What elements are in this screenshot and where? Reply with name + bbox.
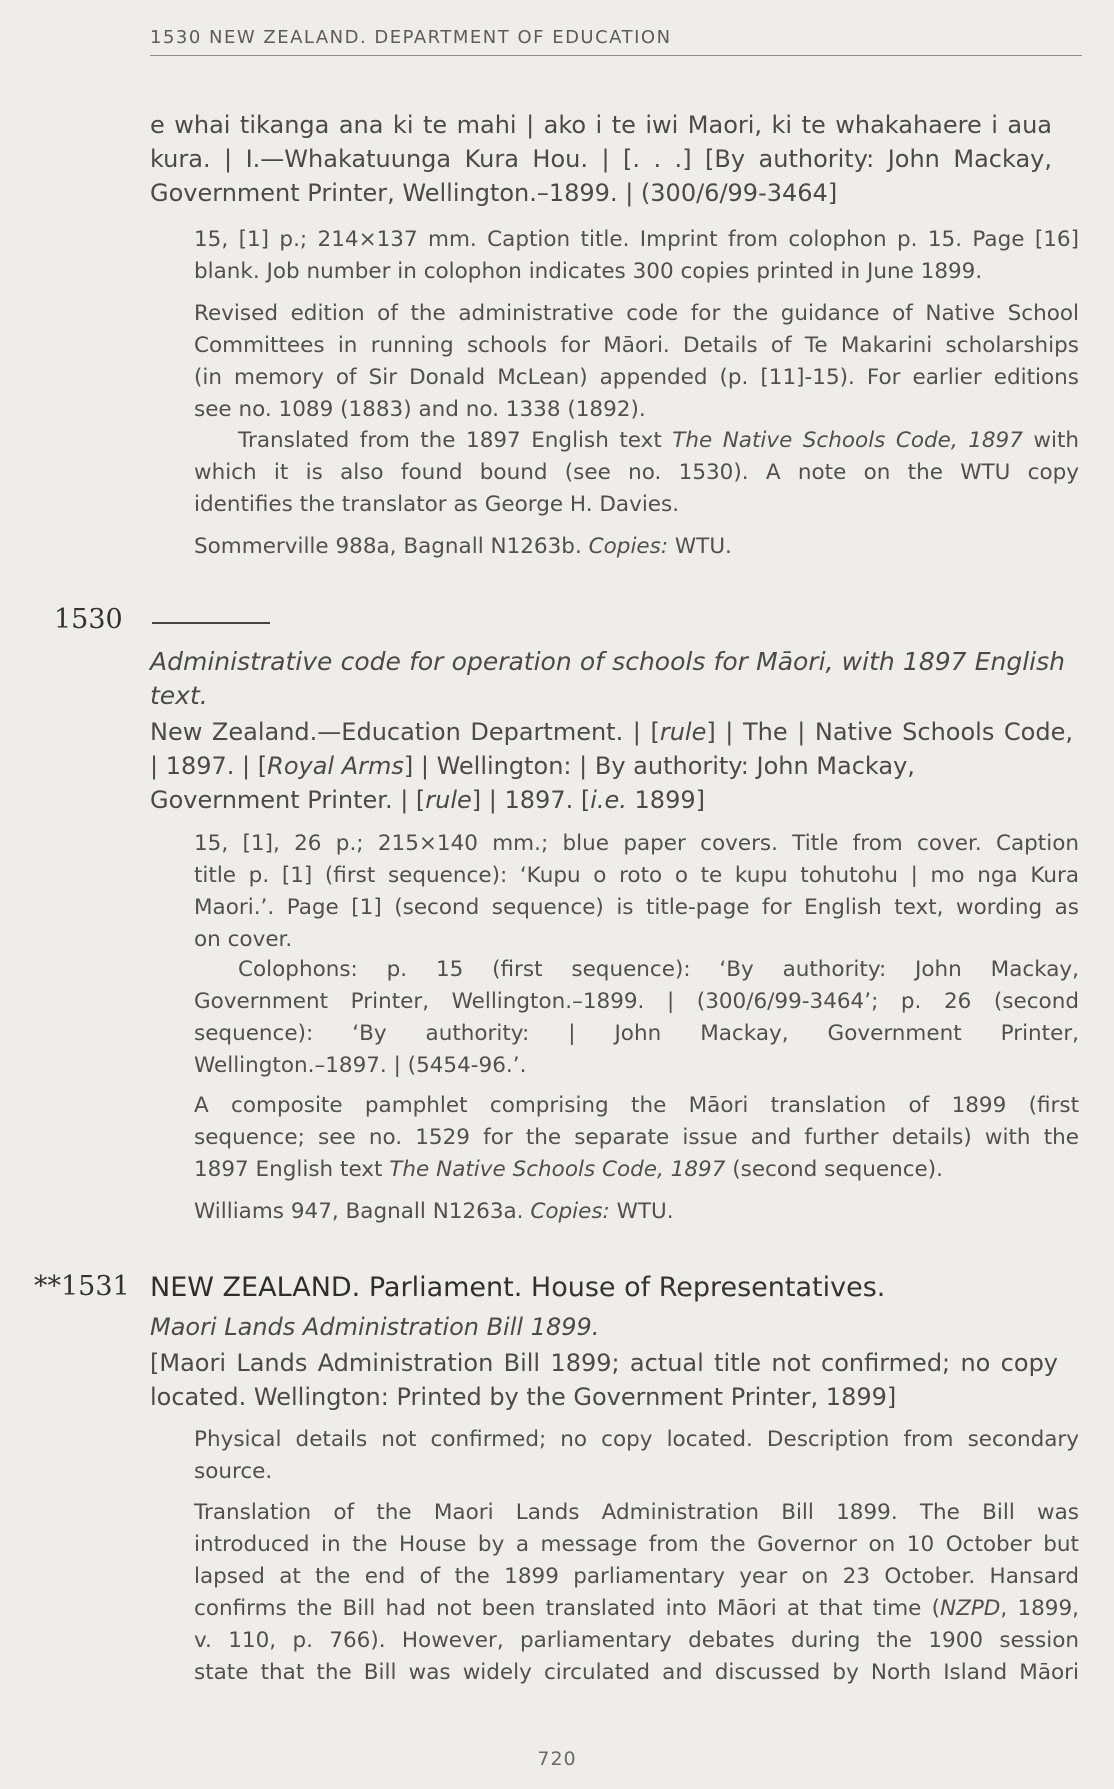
entry-1530-physical-note	[194, 828, 1079, 956]
note-line: identifies the translator as George H. Davies.	[194, 492, 680, 517]
entry-1529-edition-note	[194, 298, 1079, 426]
entry-1530-subtitle	[150, 645, 1065, 713]
note-line: A composite pamphlet comprising the Māori translation of 1899 (first	[194, 1093, 1079, 1118]
note-line: state that the Bill was widely circulated and discussed by North Island Māori	[194, 1660, 1079, 1685]
title-text: | 1897. | [	[150, 752, 268, 780]
subtitle-line: Maori Lands Administration Bill 1899.	[150, 1313, 600, 1341]
entry-1530-references	[194, 1196, 674, 1228]
references-text: Sommerville 988a, Bagnall N1263b.	[194, 534, 589, 559]
entry-1529-title	[150, 108, 1052, 210]
note-line: Translation of the Maori Lands Administration Bill 1899. The Bill was	[194, 1500, 1079, 1525]
heading-text: House of Representatives.	[522, 1272, 886, 1303]
title-text: Government Printer. | [	[150, 786, 426, 814]
running-head: 1530 NEW ZEALAND. DEPARTMENT OF EDUCATION	[150, 27, 1082, 56]
title-line	[150, 715, 1073, 749]
page-number: 720	[537, 1748, 577, 1770]
entry-1530-colophon-note	[194, 954, 1079, 1082]
heading-line	[150, 1270, 885, 1306]
copies-label: Copies:	[588, 534, 669, 559]
title-text: 1899]	[626, 786, 705, 814]
note-text: (second sequence).	[725, 1157, 943, 1182]
title-line: Government Printer, Wellington.–1899. | (300/6/99-3464]	[150, 179, 838, 207]
entry-1529-translation-note	[194, 425, 1079, 521]
note-line: 15, [1], 26 p.; 215×140 mm.; blue paper covers. Title from cover. Caption	[194, 831, 1079, 856]
entry-1530-title	[150, 715, 1073, 817]
note-line: introduced in the House by a message from the Governor on 10 October but	[194, 1532, 1079, 1557]
note-line	[194, 1593, 1079, 1625]
title-line	[150, 749, 1073, 783]
title-italic: rule	[425, 786, 472, 814]
note-line: blank. Job number in colophon indicates 300 copies printed in June 1899.	[194, 259, 983, 284]
title-line	[150, 783, 1073, 817]
title-line: located. Wellington: Printed by the Government Printer, 1899]	[150, 1383, 897, 1411]
note-line: Physical details not confirmed; no copy located. Description from secondary	[194, 1427, 1079, 1452]
note-line: which it is also found bound (see no. 1530). A note on the WTU copy	[194, 460, 1079, 485]
copies-value: WTU.	[609, 1199, 674, 1224]
title-italic: rule	[659, 718, 707, 746]
note-line: lapsed at the end of the 1899 parliamentary year on 23 October. Hansard	[194, 1564, 1079, 1589]
subtitle-line: text.	[150, 681, 208, 710]
references-line	[194, 1196, 674, 1228]
note-line	[194, 1154, 1079, 1186]
title-text: New Zealand.—Education Department. | [	[150, 718, 660, 746]
note-line: Colophons: p. 15 (first sequence): ‘By authority: John Mackay,	[238, 957, 1079, 982]
note-line: source.	[194, 1459, 273, 1484]
copies-value: WTU.	[668, 534, 732, 559]
note-text: 1897 English text	[194, 1157, 390, 1182]
note-line: (in memory of Sir Donald McLean) appended (p. [11]-15). For earlier editions	[194, 365, 1079, 390]
title-italic: i.e.	[590, 786, 627, 814]
note-italic: NZPD	[940, 1596, 1001, 1621]
note-line: v. 110, p. 766). However, parliamentary debates during the 1900 session	[194, 1628, 1079, 1653]
title-text: ] | 1897. [	[471, 786, 591, 814]
note-line	[194, 425, 1079, 457]
note-title-italic: The Native Schools Code, 1897	[672, 428, 1023, 453]
copies-label: Copies:	[530, 1199, 610, 1224]
subtitle-line: Administrative code for operation of schools for Māori, with 1897 English	[150, 647, 1065, 676]
references-text: Williams 947, Bagnall N1263a.	[194, 1199, 531, 1224]
note-text: confirms the Bill had not been translated into Māori at that time (	[194, 1596, 941, 1621]
note-title-italic: The Native Schools Code, 1897	[389, 1157, 726, 1182]
note-line: Revised edition of the administrative code for the guidance of Native School	[194, 301, 1079, 326]
entry-1531-physical-note	[194, 1424, 1079, 1488]
note-line: Maori.’. Page [1] (second sequence) is title-page for English text, wording as	[194, 895, 1079, 920]
entry-1531-subtitle	[150, 1310, 599, 1344]
note-line: Wellington.–1897. | (5454-96.’.	[194, 1053, 527, 1078]
entry-1529-physical-note	[194, 224, 1079, 288]
entry-1531-translation-note	[194, 1497, 1079, 1689]
note-line: sequence): ‘By authority: | John Mackay, Government Printer,	[194, 1021, 1079, 1046]
note-text: with	[1022, 428, 1080, 453]
title-line: e whai tikanga ana ki te mahi | ako i te iwi Maori, ki te whakahaere i aua	[150, 111, 1052, 139]
entry-number: **1531	[34, 1271, 130, 1302]
note-line: see no. 1089 (1883) and no. 1338 (1892).	[194, 397, 646, 422]
title-line: kura. | I.—Whakatuunga Kura Hou. | [. . .] [By authority: John Mackay,	[150, 145, 1052, 173]
title-italic: Royal Arms	[267, 752, 404, 780]
heading-bold: NEW ZEALAND. Parliament.	[150, 1272, 523, 1303]
entry-1531-heading	[150, 1270, 885, 1306]
note-line: title p. [1] (first sequence): ‘Kupu o roto o te kupu tohutohu | mo nga Kura	[194, 863, 1079, 888]
note-line: on cover.	[194, 927, 293, 952]
references-line	[194, 531, 732, 563]
title-text: ] | The | Native Schools Code,	[706, 718, 1073, 746]
entry-1531-title	[150, 1346, 1058, 1414]
note-line: sequence; see no. 1529 for the separate issue and further details) with the	[194, 1125, 1079, 1150]
note-text: , 1899,	[1000, 1596, 1080, 1621]
note-text: Translated from the 1897 English text	[238, 428, 673, 453]
note-line: Government Printer, Wellington.–1899. | (300/6/99-3464’; p. 26 (second	[194, 989, 1079, 1014]
entry-1530-composite-note	[194, 1090, 1079, 1186]
title-text: ] | Wellington: | By authority: John Mackay,	[403, 752, 915, 780]
note-line: 15, [1] p.; 214×137 mm. Caption title. Imprint from colophon p. 15. Page [16]	[194, 227, 1079, 252]
title-line: [Maori Lands Administration Bill 1899; actual title not confirmed; no copy	[150, 1349, 1058, 1377]
entry-1529-references	[194, 531, 732, 563]
entry-dash	[152, 622, 270, 624]
note-line: Committees in running schools for Māori. Details of Te Makarini scholarships	[194, 333, 1079, 358]
entry-number: 1530	[54, 604, 123, 635]
